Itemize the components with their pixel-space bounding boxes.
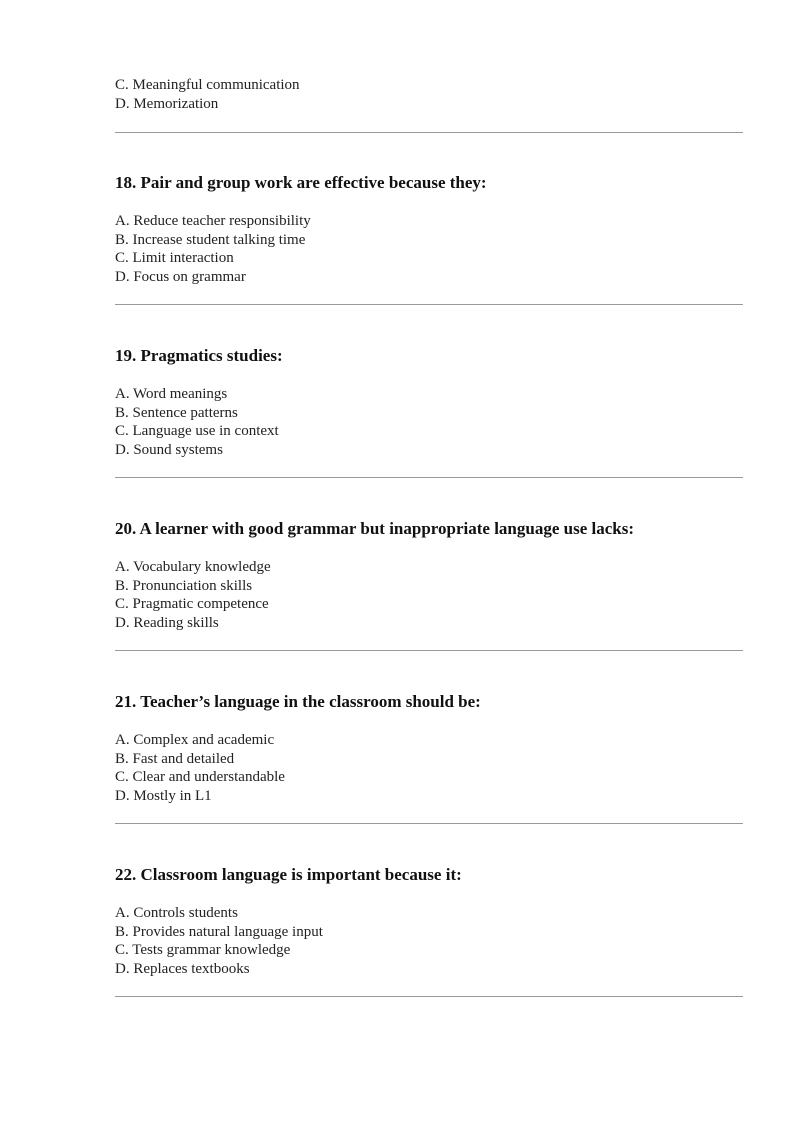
option-list (115, 558, 271, 632)
option-b: B. Provides natural language input (115, 923, 323, 940)
option-c: C. Pragmatic competence (115, 596, 269, 613)
option-d: D. Sound systems (115, 441, 223, 458)
option-c: C. Clear and understandable (115, 769, 285, 786)
option-c: C. Limit interaction (115, 250, 234, 267)
option-c: C. Language use in context (115, 423, 279, 440)
option-list (115, 904, 323, 978)
separator-line (115, 132, 743, 133)
option-list (115, 731, 285, 805)
option-list (115, 212, 311, 286)
option-d: D. Memorization (115, 95, 219, 112)
option-d: D. Reading skills (115, 614, 219, 631)
question-title: 20. A learner with good grammar but inappropriate language use lacks: (115, 519, 634, 538)
option-a: A. Controls students (115, 905, 238, 921)
option-b: B. Fast and detailed (115, 750, 235, 767)
option-a: A. Vocabulary knowledge (115, 559, 271, 575)
option-list (115, 385, 279, 459)
separator-line (115, 650, 743, 651)
separator-line (115, 996, 743, 997)
option-d: D. Replaces textbooks (115, 960, 250, 977)
option-d: D. Mostly in L1 (115, 787, 212, 804)
question-title: 21. Teacher’s language in the classroom should be: (115, 692, 481, 711)
question-title: 22. Classroom language is important because it: (115, 865, 462, 884)
option-c: C. Tests grammar knowledge (115, 942, 291, 959)
option-a: A. Reduce teacher responsibility (115, 213, 311, 229)
separator-line (115, 477, 743, 478)
question-title: 19. Pragmatics studies: (115, 346, 283, 365)
option-b: B. Increase student talking time (115, 231, 306, 248)
option-a: A. Complex and academic (115, 732, 275, 748)
option-b: B. Pronunciation skills (115, 577, 253, 594)
option-b: B. Sentence patterns (115, 404, 238, 421)
option-c: C. Meaningful communication (115, 77, 300, 93)
option-d: D. Focus on grammar (115, 268, 246, 285)
option-list (115, 76, 300, 113)
option-a: A. Word meanings (115, 386, 228, 402)
separator-line (115, 823, 743, 824)
separator-line (115, 304, 743, 305)
question-title: 18. Pair and group work are effective because they: (115, 173, 487, 192)
